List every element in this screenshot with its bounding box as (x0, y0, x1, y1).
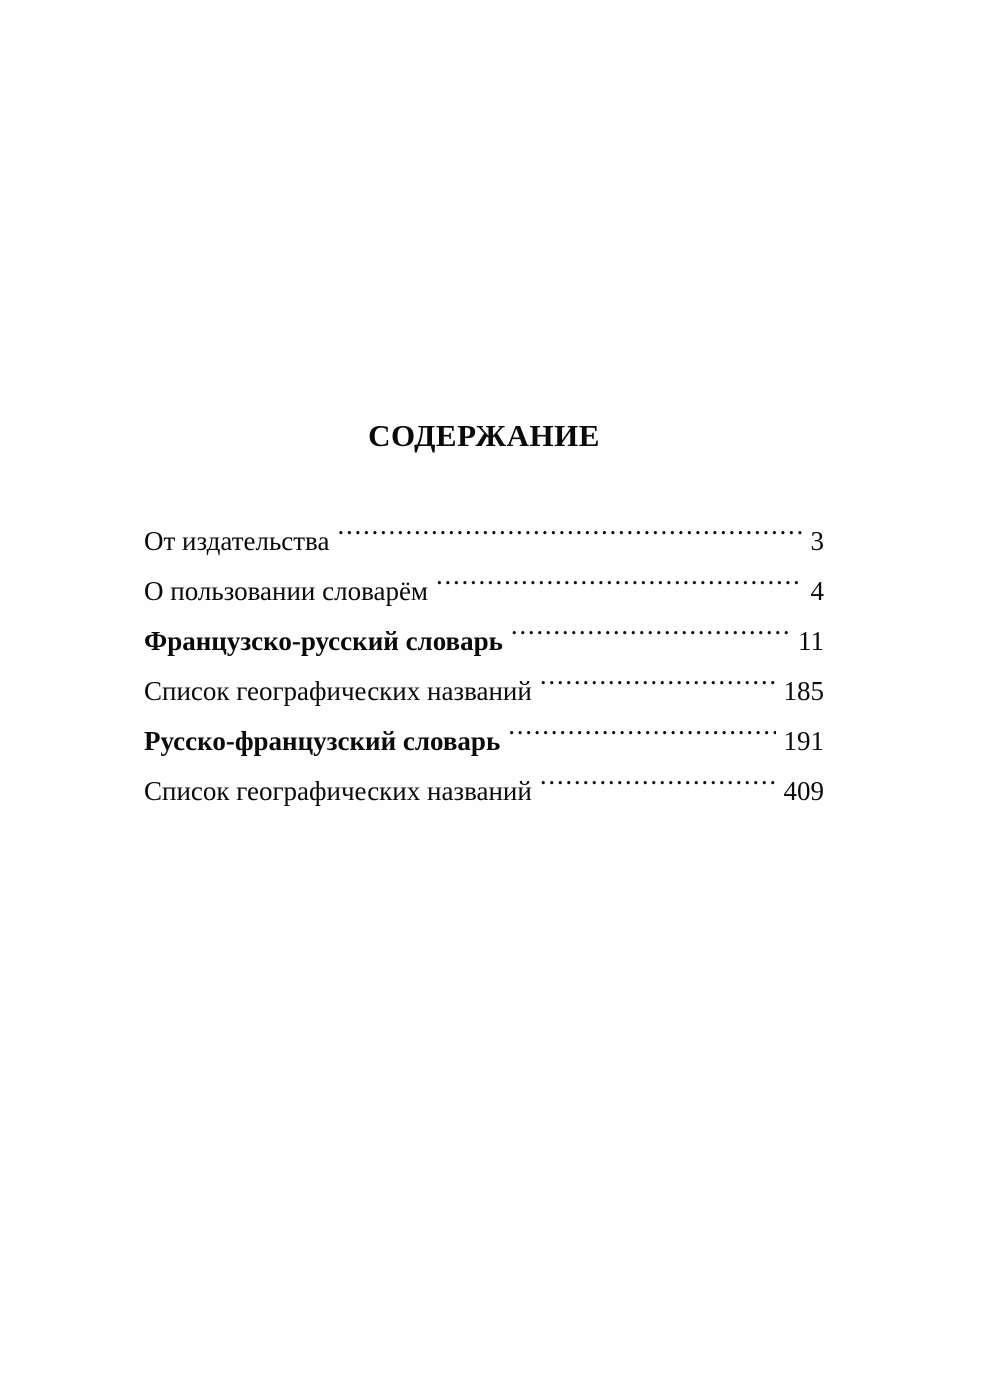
toc-entry-page: 191 (783, 726, 824, 756)
toc-entry-label: О пользовании словарём (144, 576, 429, 606)
toc-entry-label: Список географических названий (144, 776, 532, 806)
dot-leader (508, 700, 775, 750)
toc-entry-page: 409 (783, 776, 824, 806)
toc-entry-label: Русско-французский словарь (144, 726, 501, 756)
toc-entry-page: 185 (783, 676, 824, 706)
toc-entry-label: Список географических названий (144, 676, 532, 706)
toc-entry-page: 4 (810, 576, 824, 606)
dot-leader (337, 500, 802, 550)
dot-leader (540, 750, 776, 800)
dot-leader (540, 650, 776, 700)
toc-entry-label: Французско-русский словарь (144, 626, 503, 656)
toc-entry (144, 500, 824, 556)
dot-leader (436, 550, 802, 600)
toc-entry-page: 3 (810, 526, 824, 556)
toc-entry-page: 11 (798, 626, 824, 656)
contents-heading: СОДЕРЖАНИЕ (368, 418, 600, 453)
toc-entry-label: От издательства (144, 526, 330, 556)
dot-leader (511, 600, 790, 650)
table-of-contents (144, 500, 824, 806)
